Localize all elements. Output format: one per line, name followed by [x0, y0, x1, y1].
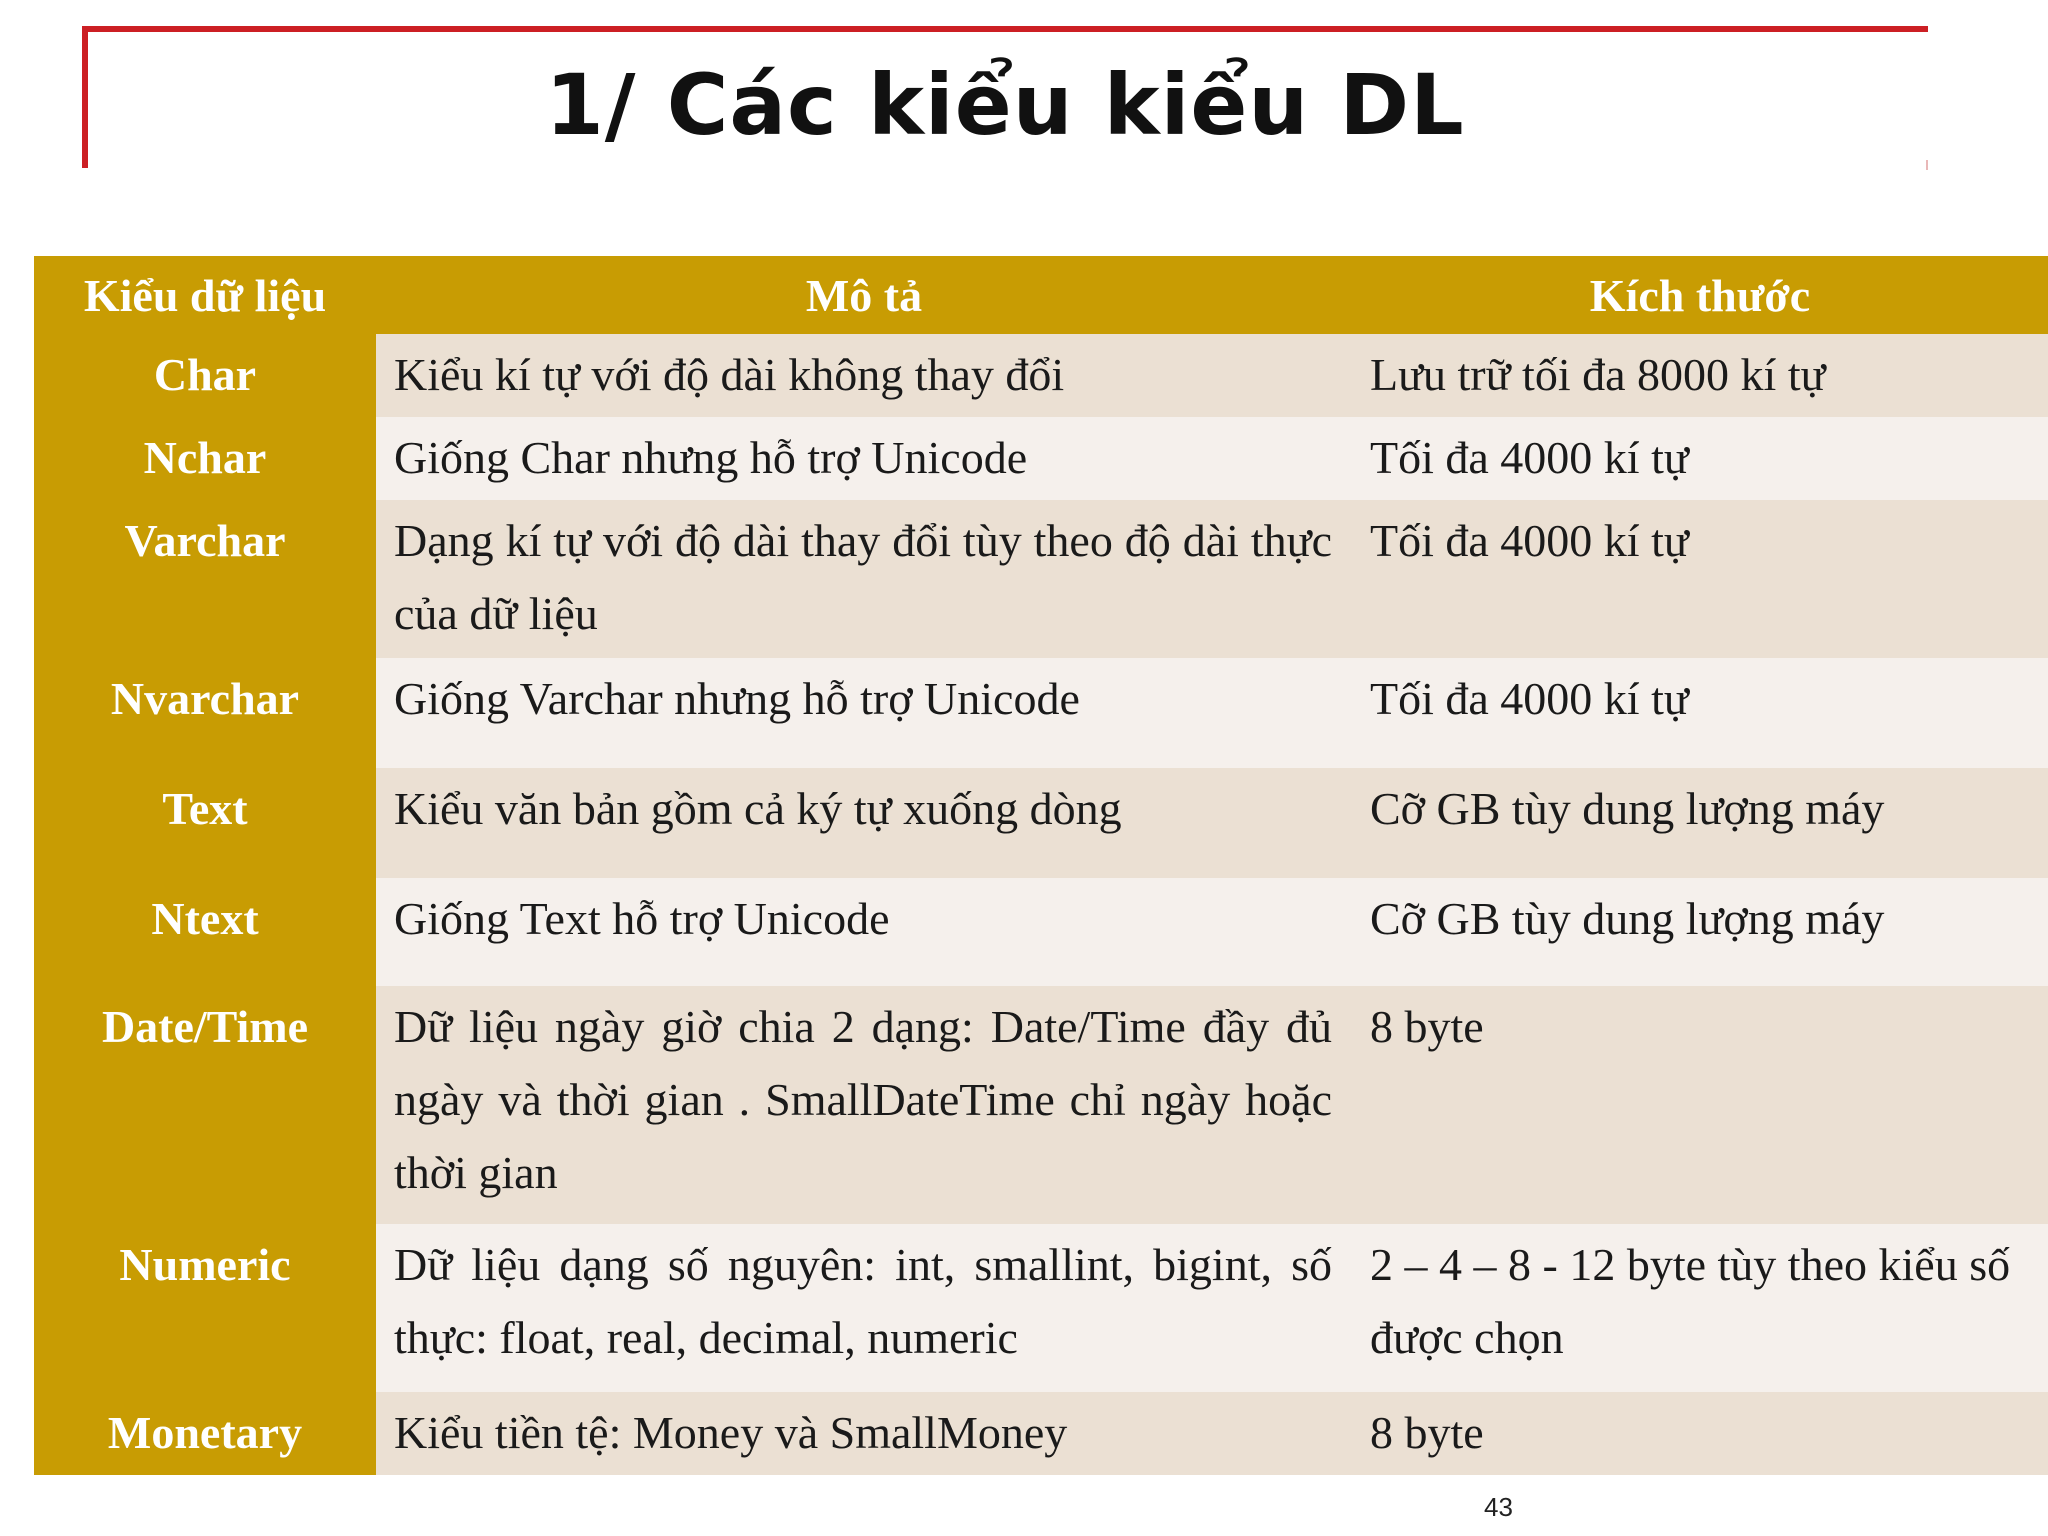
size-cell: Cỡ GB tùy dung lượng máy [1352, 768, 2048, 878]
data-types-table [34, 256, 2048, 1475]
description-cell: Giống Text hỗ trợ Unicode [376, 878, 1352, 986]
title-frame-top-line [82, 26, 1928, 32]
size-cell: 8 byte [1352, 1392, 2048, 1475]
description-cell: Giống Varchar nhưng hỗ trợ Unicode [376, 658, 1352, 768]
description-cell: Dữ liệu dạng số nguyên: int, smallint, bigint, số thực: float, real, decimal, numeric [376, 1224, 1352, 1392]
description-cell: Kiểu kí tự với độ dài không thay đổi [376, 334, 1352, 417]
slide-title: 1/ Các kiểu kiểu DL [545, 56, 1465, 154]
description-cell: Giống Char nhưng hỗ trợ Unicode [376, 417, 1352, 500]
page-number: 43 [1484, 1492, 1513, 1522]
title-frame-right-mark [1926, 160, 1928, 170]
type-cell: Text [34, 768, 376, 878]
size-cell: Tối đa 4000 kí tự [1352, 500, 2048, 658]
size-cell: 8 byte [1352, 986, 2048, 1224]
type-cell: Nchar [34, 417, 376, 500]
table-row [34, 417, 2048, 500]
type-cell: Monetary [34, 1392, 376, 1475]
type-cell: Ntext [34, 878, 376, 986]
description-cell: Dạng kí tự với độ dài thay đổi tùy theo độ dài thực của dữ liệu [376, 500, 1352, 658]
size-cell: Tối đa 4000 kí tự [1352, 417, 2048, 500]
type-cell: Varchar [34, 500, 376, 658]
header-type: Kiểu dữ liệu [34, 256, 376, 334]
size-cell: 2 – 4 – 8 - 12 byte tùy theo kiểu số được chọn [1352, 1224, 2048, 1392]
size-cell: Tối đa 4000 kí tự [1352, 658, 2048, 768]
size-cell: Cỡ GB tùy dung lượng máy [1352, 878, 2048, 986]
type-cell: Date/Time [34, 986, 376, 1224]
table-row [34, 658, 2048, 768]
header-description: Mô tả [376, 256, 1352, 334]
size-cell: Lưu trữ tối đa 8000 kí tự [1352, 334, 2048, 417]
table-header-row [34, 256, 2048, 334]
header-size: Kích thước [1352, 256, 2048, 334]
type-cell: Char [34, 334, 376, 417]
description-cell: Dữ liệu ngày giờ chia 2 dạng: Date/Time đầy đủ ngày và thời gian . SmallDateTime chỉ ngày hoặc thời gian [376, 986, 1352, 1224]
table-row [34, 768, 2048, 878]
type-cell: Nvarchar [34, 658, 376, 768]
table-row [34, 878, 2048, 986]
table-row [34, 986, 2048, 1224]
table-row [34, 1224, 2048, 1392]
table-row [34, 334, 2048, 417]
table-row [34, 500, 2048, 658]
description-cell: Kiểu tiền tệ: Money và SmallMoney [376, 1392, 1352, 1475]
description-cell: Kiểu văn bản gồm cả ký tự xuống dòng [376, 768, 1352, 878]
type-cell: Numeric [34, 1224, 376, 1392]
table-row [34, 1392, 2048, 1475]
